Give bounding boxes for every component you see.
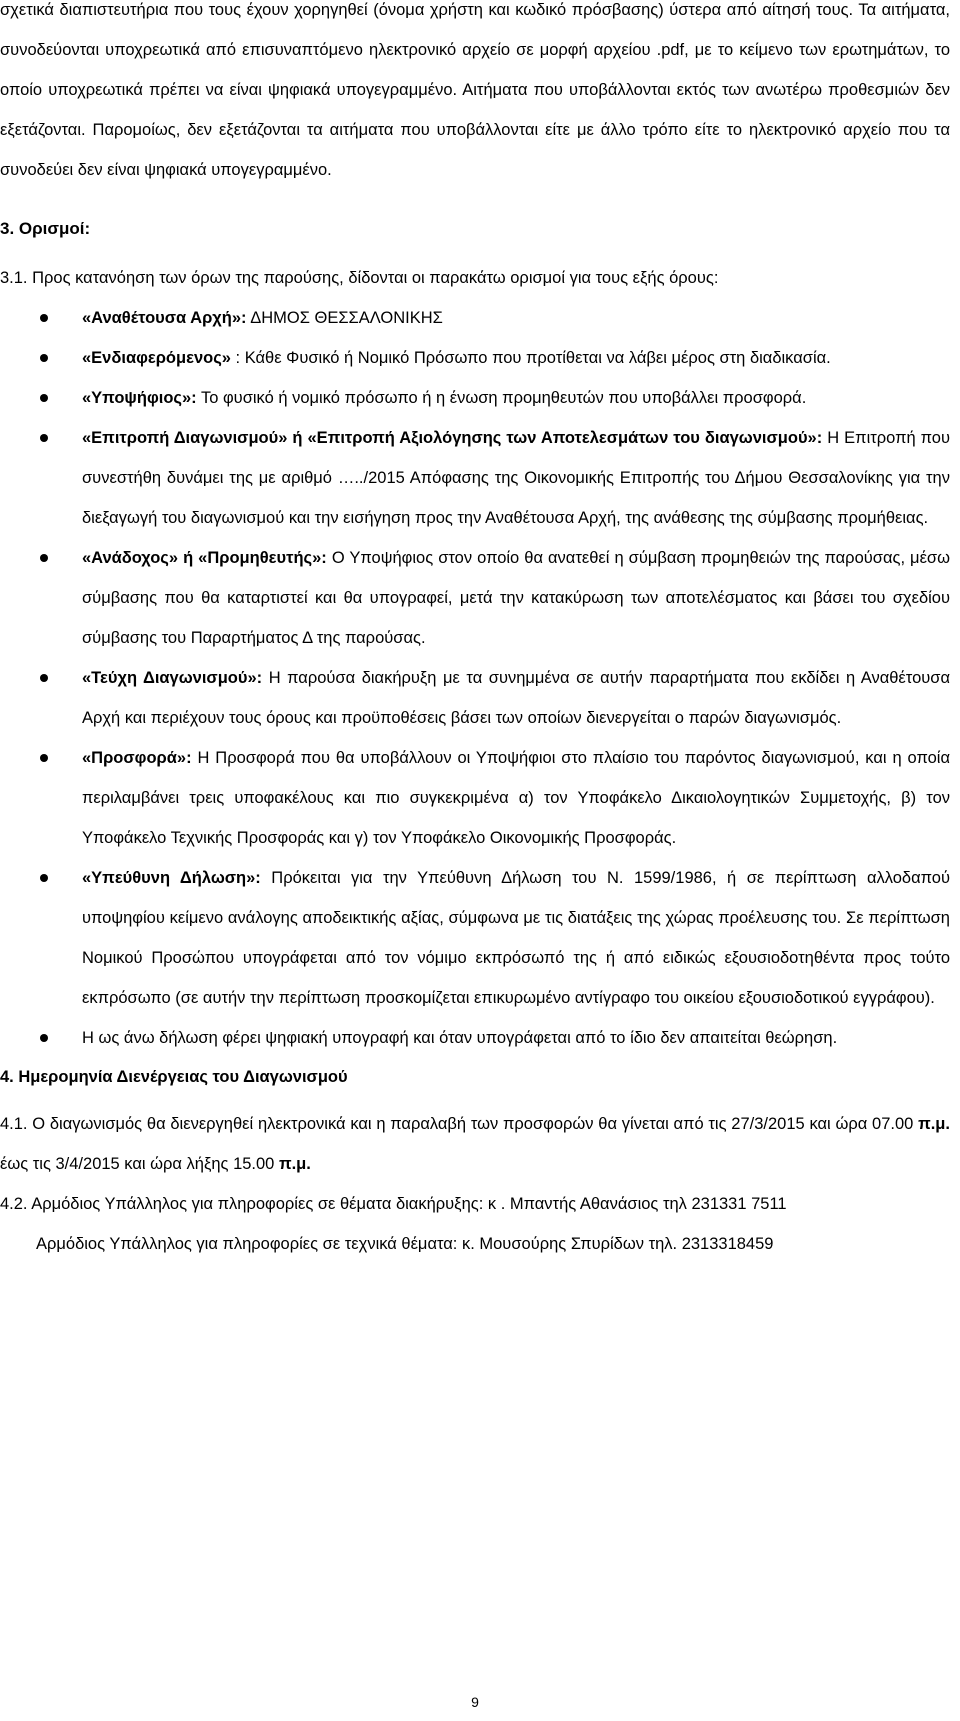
intro-paragraph: σχετικά διαπιστευτήρια που τους έχουν χορηγηθεί (όνομα χρήστη και κωδικό πρόσβασης) ύστερα από αίτησή τους. Τα αιτήματα, συνοδεύονται υποχρεωτικά από επισυναπτόμενο ηλεκτρονικό αρχείο σε μορφή αρχείου .pdf, με το κείμενο των ερωτημάτων, το οποίο υποχρεωτικά πρέπει να είναι ψηφιακά υπογεγραμμένο. Αιτήματα που υποβάλλονται εκτός των ανωτέρω προθεσμιών δεν εξετάζονται. Παρομοίως, δεν εξετάζονται τα αιτήματα που υποβάλλονται είτε με άλλο τρόπο είτε το ηλεκτρονικό αρχείο που τα συνοδεύει δεν είναι ψηφιακά υπογεγραμμένο.: [0, 1, 950, 179]
definition-text: Πρόκειται για την Υπεύθυνη Δήλωση του Ν. 1599/1986, ή σε περίπτωση αλλοδαπού υποψηφίου κείμενο ανάλογης αποδεικτικής αξίας, σύμφωνα με τις διατάξεις της χώρας προέλευσης του. Σε περίπτωση Νομικού Προσώπου υπογράφεται από τον νόμιμο εκπρόσωπό της ή από ειδικώς εξουσιοδοτηθέντα προς τούτο εκπρόσωπο (σε αυτήν την περίπτωση προσκομίζεται επικυρωμένο αντίγραφο του οικείου εξουσιοδοτικού εγγράφου).: [82, 869, 950, 1007]
definition-text: Η Επιτροπή που συνεστήθη δυνάμει της με αριθμό …../2015 Απόφασης της Οικονομικής Επιτροπής του Δήμου Θεσσαλονίκης για την διεξαγωγή του διαγωνισμού και την εισήγηση προς την Αναθέτουσα Αρχή, της ανάθεσης της σύμβασης προμήθειας.: [82, 429, 950, 527]
section-4-1-ampm-1: π.μ.: [918, 1115, 950, 1133]
definition-term: «Επιτροπή Διαγωνισμού» ή «Επιτροπή Αξιολόγησης των Αποτελεσμάτων του διαγωνισμού»:: [82, 429, 823, 447]
definition-text: Το φυσικό ή νομικό πρόσωπο ή η ένωση προμηθευτών που υποβάλλει προσφορά.: [196, 389, 807, 407]
section-4-2-paragraph: 4.2. Αρμόδιος Υπάλληλος για πληροφορίες σε θέματα διακήρυξης: κ . Μπαντής Αθανάσιος τηλ 231331 7511: [0, 1195, 787, 1213]
definition-item: [0, 338, 950, 378]
definition-text: ΔΗΜΟΣ ΘΕΣΣΑΛΟΝΙΚΗΣ: [246, 309, 443, 327]
definition-text: : Κάθε Φυσικό ή Νομικό Πρόσωπο που προτίθεται να λάβει μέρος στη διαδικασία.: [230, 349, 831, 367]
bullet-icon: [40, 314, 48, 322]
section-3-title: 3. Ορισμοί:: [0, 219, 91, 238]
bullet-icon: [40, 674, 48, 682]
definition-item: [0, 538, 950, 658]
section-4-1-text-c: έως τις 3/4/2015 και ώρα λήξης 15.00: [0, 1155, 279, 1173]
bullet-icon: [40, 554, 48, 562]
bullet-icon: [40, 434, 48, 442]
definition-text: Ο Υποψήφιος στον οποίο θα ανατεθεί η σύμβαση προμηθειών της παρούσας, μέσω σύμβασης που θα καταρτιστεί και θα υπογραφεί, μετά την κατακύρωση των αποτελέσματος και βάσει του σχεδίου σύμβασης του Παραρτήματος Δ της παρούσας.: [82, 549, 950, 647]
definition-term: «Ανάδοχος» ή «Προμηθευτής»:: [82, 549, 327, 567]
section-4-title: 4. Ημερομηνία Διενέργειας του Διαγωνισμού: [0, 1068, 348, 1086]
section-4-1-text-a: 4.1. Ο διαγωνισμός θα διενεργηθεί ηλεκτρονικά και η παραλαβή των προσφορών θα γίνεται από τις 27/3/2015 και ώρα 07.00: [0, 1115, 919, 1133]
section-3-intro: 3.1. Προς κατανόηση των όρων της παρούσης, δίδονται οι παρακάτω ορισμοί για τους εξής όρους:: [0, 269, 719, 287]
definition-item: [0, 858, 950, 1018]
definition-term: «Υπεύθυνη Δήλωση»:: [82, 869, 261, 887]
definition-item: [0, 658, 950, 738]
page-number: 9: [471, 1694, 479, 1710]
definition-text: Η παρούσα διακήρυξη με τα συνημμένα σε αυτήν παραρτήματα που εκδίδει η Αναθέτουσα Αρχή και περιέχουν τους όρους και προϋποθέσεις βάσει των οποίων διενεργείται ο παρών διαγωνισμός.: [82, 669, 950, 727]
definition-term: «Τεύχη Διαγωνισμού»:: [82, 669, 263, 687]
section-4-1-paragraph: [0, 1104, 950, 1184]
definition-term: «Ενδιαφερόμενος»: [82, 349, 231, 367]
definition-item: [0, 418, 950, 538]
definitions-list: [0, 298, 950, 1058]
bullet-icon: [40, 1034, 48, 1042]
section-4-1-ampm-2: π.μ.: [278, 1155, 311, 1173]
definition-term: «Προσφορά»:: [82, 749, 192, 767]
definition-term: «Υποψήφιος»:: [82, 389, 197, 407]
bullet-icon: [40, 754, 48, 762]
bullet-icon: [40, 874, 48, 882]
definition-item: [0, 738, 950, 858]
section-4-2-technical-contact: Αρμόδιος Υπάλληλος για πληροφορίες σε τεχνικά θέματα: κ. Μουσούρης Σπυρίδων τηλ. 2313318459: [36, 1235, 774, 1253]
definition-text: Η Προσφορά που θα υποβάλλουν οι Υποψήφιοι στο πλαίσιο του παρόντος διαγωνισμού, και η οποία περιλαμβάνει τρεις υποφακέλους και πιο συγκεκριμένα α) τον Υποφάκελο Δικαιολογητικών Συμμετοχής, β) τον Υποφάκελο Τεχνικής Προσφοράς και γ) τον Υποφάκελο Οικονομικής Προσφοράς.: [82, 749, 950, 847]
definition-item: [0, 1018, 950, 1058]
definition-item: [0, 298, 950, 338]
bullet-icon: [40, 394, 48, 402]
bullet-icon: [40, 354, 48, 362]
definition-text: Η ως άνω δήλωση φέρει ψηφιακή υπογραφή και όταν υπογράφεται από το ίδιο δεν απαιτείται θεώρηση.: [82, 1029, 838, 1047]
definition-term: «Αναθέτουσα Αρχή»:: [82, 309, 247, 327]
definition-item: [0, 378, 950, 418]
